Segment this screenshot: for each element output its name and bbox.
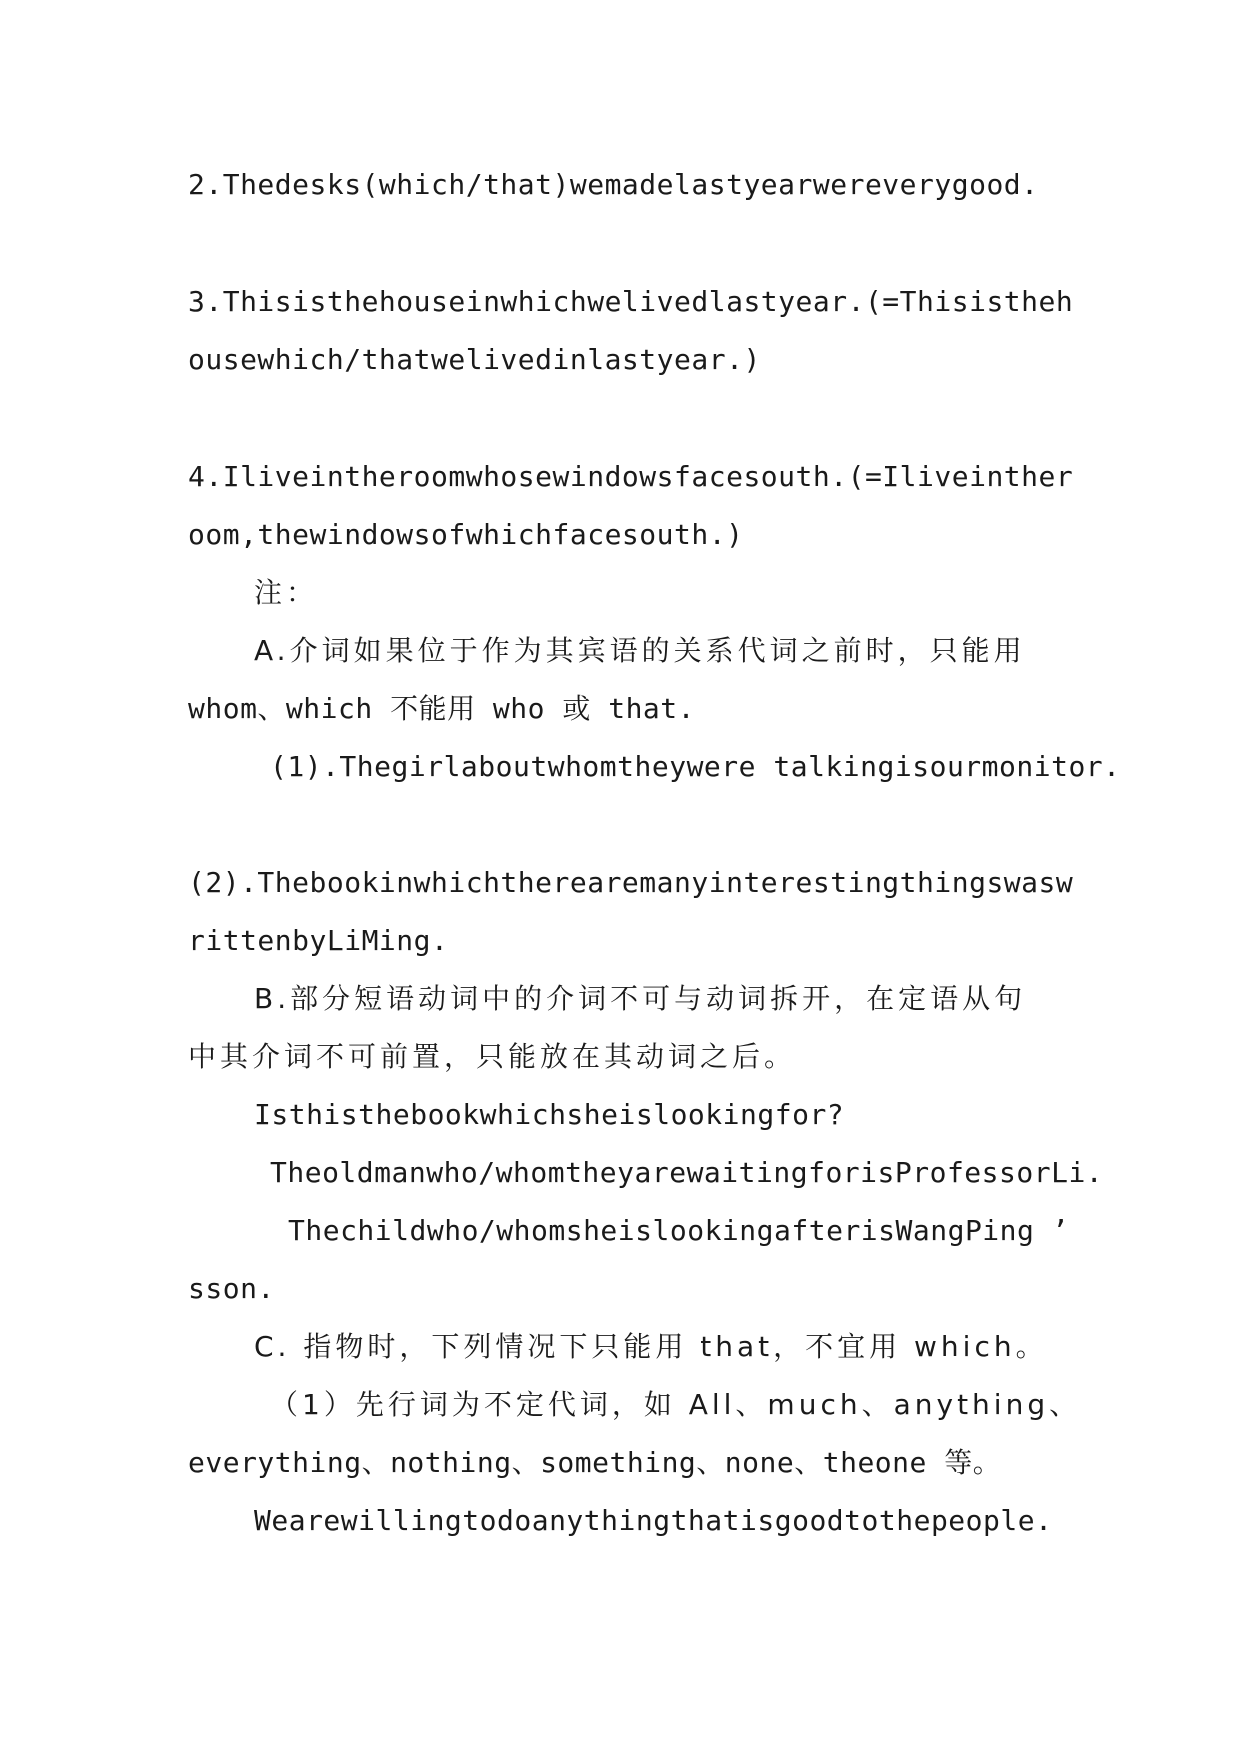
- rule-b-example-1: Isthisthebookwhichsheislookingfor?: [254, 1098, 845, 1131]
- rule-b-example-2: Theoldmanwho/whomtheyarewaitingforisProfessorLi.: [270, 1156, 1104, 1189]
- rule-c-item-1-line-1: （1）先行词为不定代词，如 All、much、anything、: [270, 1388, 1082, 1421]
- note-heading: 注：: [254, 576, 319, 609]
- rule-b-line-1: B.部分短语动词中的介词不可与动词拆开，在定语从句: [254, 982, 1027, 1015]
- rule-a-example-2-line-1: (2).Thebookinwhichtherearemanyinterestingthingswasw: [188, 866, 1074, 899]
- example-sentence-4-line-2: oom,thewindowsofwhichfacesouth.): [188, 518, 744, 551]
- example-sentence-3-line-1: 3.Thisisthehouseinwhichwelivedlastyear.(=Thisistheh: [188, 285, 1074, 318]
- rule-b-example-3-line-1: Thechildwho/whomsheislookingafterisWangPing ’: [288, 1214, 1070, 1247]
- example-sentence-4-line-1: 4.Iliveintheroomwhosewindowsfacesouth.(=Iliveinther: [188, 460, 1074, 493]
- rule-c-example-1: Wearewillingtodoanythingthatisgoodtothepeople.: [254, 1504, 1053, 1537]
- rule-a-example-2-line-2: rittenbyLiMing.: [188, 924, 449, 957]
- rule-a-example-1: (1).Thegirlaboutwhomtheywere talkingisourmonitor.: [270, 750, 1121, 783]
- rule-a-line-2: whom、which 不能用 who 或 that.: [188, 692, 696, 725]
- example-sentence-2: 2.Thedesks(which/that)wemadelastyearwereverygood.: [188, 168, 1039, 201]
- rule-c-item-1-line-2: everything、nothing、something、none、theone 等。: [188, 1446, 1002, 1479]
- example-sentence-3-line-2: ousewhich/thatwelivedinlastyear.): [188, 343, 761, 376]
- rule-b-example-3-line-2: sson.: [188, 1272, 275, 1305]
- rule-c-heading: C. 指物时，下列情况下只能用 that，不宜用 which。: [254, 1330, 1048, 1363]
- rule-b-line-2: 中其介词不可前置，只能放在其动词之后。: [188, 1040, 797, 1073]
- rule-a-line-1: A.介词如果位于作为其宾语的关系代词之前时，只能用: [254, 634, 1026, 667]
